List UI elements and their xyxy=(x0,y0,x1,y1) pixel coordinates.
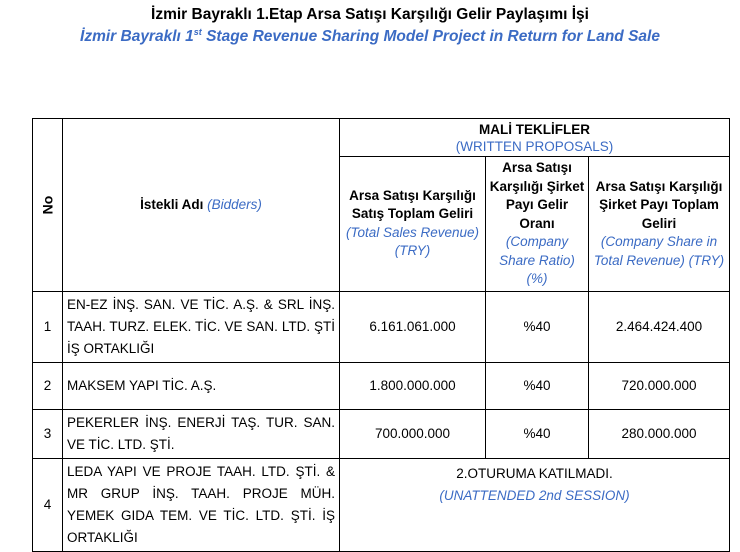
row-no: 3 xyxy=(33,409,63,458)
share-revenue: 2.464.424.400 xyxy=(589,291,730,362)
group-label: MALİ TEKLİFLER xyxy=(479,121,591,137)
share-revenue: 720.000.000 xyxy=(589,362,730,409)
table-row xyxy=(33,458,730,551)
table-row xyxy=(33,362,730,409)
row-no: 1 xyxy=(33,291,63,362)
bidder-name: MAKSEM YAPI TİC. A.Ş. xyxy=(63,362,340,409)
unattended-note xyxy=(340,458,730,551)
bids-table xyxy=(32,118,730,552)
bidder-name: EN-EZ İNŞ. SAN. VE TİC. A.Ş. & SRL İNŞ. TAAH. TURZ. ELEK. TİC. VE SAN. LTD. ŞTİ İŞ ORTAKLIĞI xyxy=(63,291,340,362)
document-title: İzmir Bayraklı 1.Etap Arsa Satışı Karşılığı Gelir Paylaşımı İşi xyxy=(151,6,589,23)
header-total-label-en: (Total Sales Revenue) (TRY) xyxy=(345,224,480,259)
header-total-label: Arsa Satışı Karşılığı Satış Toplam Geliri xyxy=(349,187,476,222)
header-group xyxy=(340,119,730,157)
header-no-label: No xyxy=(39,195,56,215)
header-ratio-label: Arsa Satışı Karşılığı Şirket Payı Gelir Oranı xyxy=(489,160,585,231)
row-no: 2 xyxy=(33,362,63,409)
header-bidder xyxy=(63,119,340,292)
total-revenue: 6.161.061.000 xyxy=(340,291,486,362)
header-share-ratio xyxy=(486,157,589,292)
subtitle-part: Stage Revenue Sharing Model Project in Return for Land Sale xyxy=(201,28,660,46)
total-revenue: 1.800.000.000 xyxy=(340,362,486,409)
table-row xyxy=(33,409,730,458)
unattended-note-tr: 2.OTURUMA KATILMADI. xyxy=(456,465,613,481)
document-subtitle xyxy=(0,27,740,46)
group-label-en: (WRITTEN PROPOSALS) xyxy=(455,138,614,154)
header-total-revenue xyxy=(340,157,486,292)
bidder-name: LEDA YAPI VE PROJE TAAH. LTD. ŞTİ. & MR GRUP İNŞ. TAAH. PROJE MÜH. YEMEK GIDA TEM. VE TİC. LTD. ŞTİ. İŞ ORTAKLIĞI xyxy=(63,458,340,551)
share-ratio: %40 xyxy=(486,409,589,458)
bidder-name: PEKERLER İNŞ. ENERJİ TAŞ. TUR. SAN. VE TİC. LTD. ŞTİ. xyxy=(63,409,340,458)
header-bidder-label: İstekli Adı xyxy=(140,197,204,213)
table-row xyxy=(33,291,730,362)
row-no: 4 xyxy=(33,458,63,551)
header-no xyxy=(33,119,63,292)
subtitle-part: İzmir Bayraklı 1 xyxy=(80,28,194,46)
share-revenue: 280.000.000 xyxy=(589,409,730,458)
total-revenue: 700.000.000 xyxy=(340,409,486,458)
share-ratio: %40 xyxy=(486,362,589,409)
header-share-label-en: (Company Share in Total Revenue) (TRY) xyxy=(593,234,725,268)
header-ratio-label-en: (Company Share Ratio) (%) xyxy=(499,234,575,286)
share-ratio: %40 xyxy=(486,291,589,362)
header-share-revenue xyxy=(589,157,730,292)
subtitle-superscript: st xyxy=(193,27,202,37)
header-share-label: Arsa Satışı Karşılığı Şirket Payı Toplam Geliri xyxy=(595,178,723,231)
unattended-note-en: (UNATTENDED 2nd SESSION) xyxy=(439,487,630,503)
header-bidder-label-en: (Bidders) xyxy=(207,197,262,213)
